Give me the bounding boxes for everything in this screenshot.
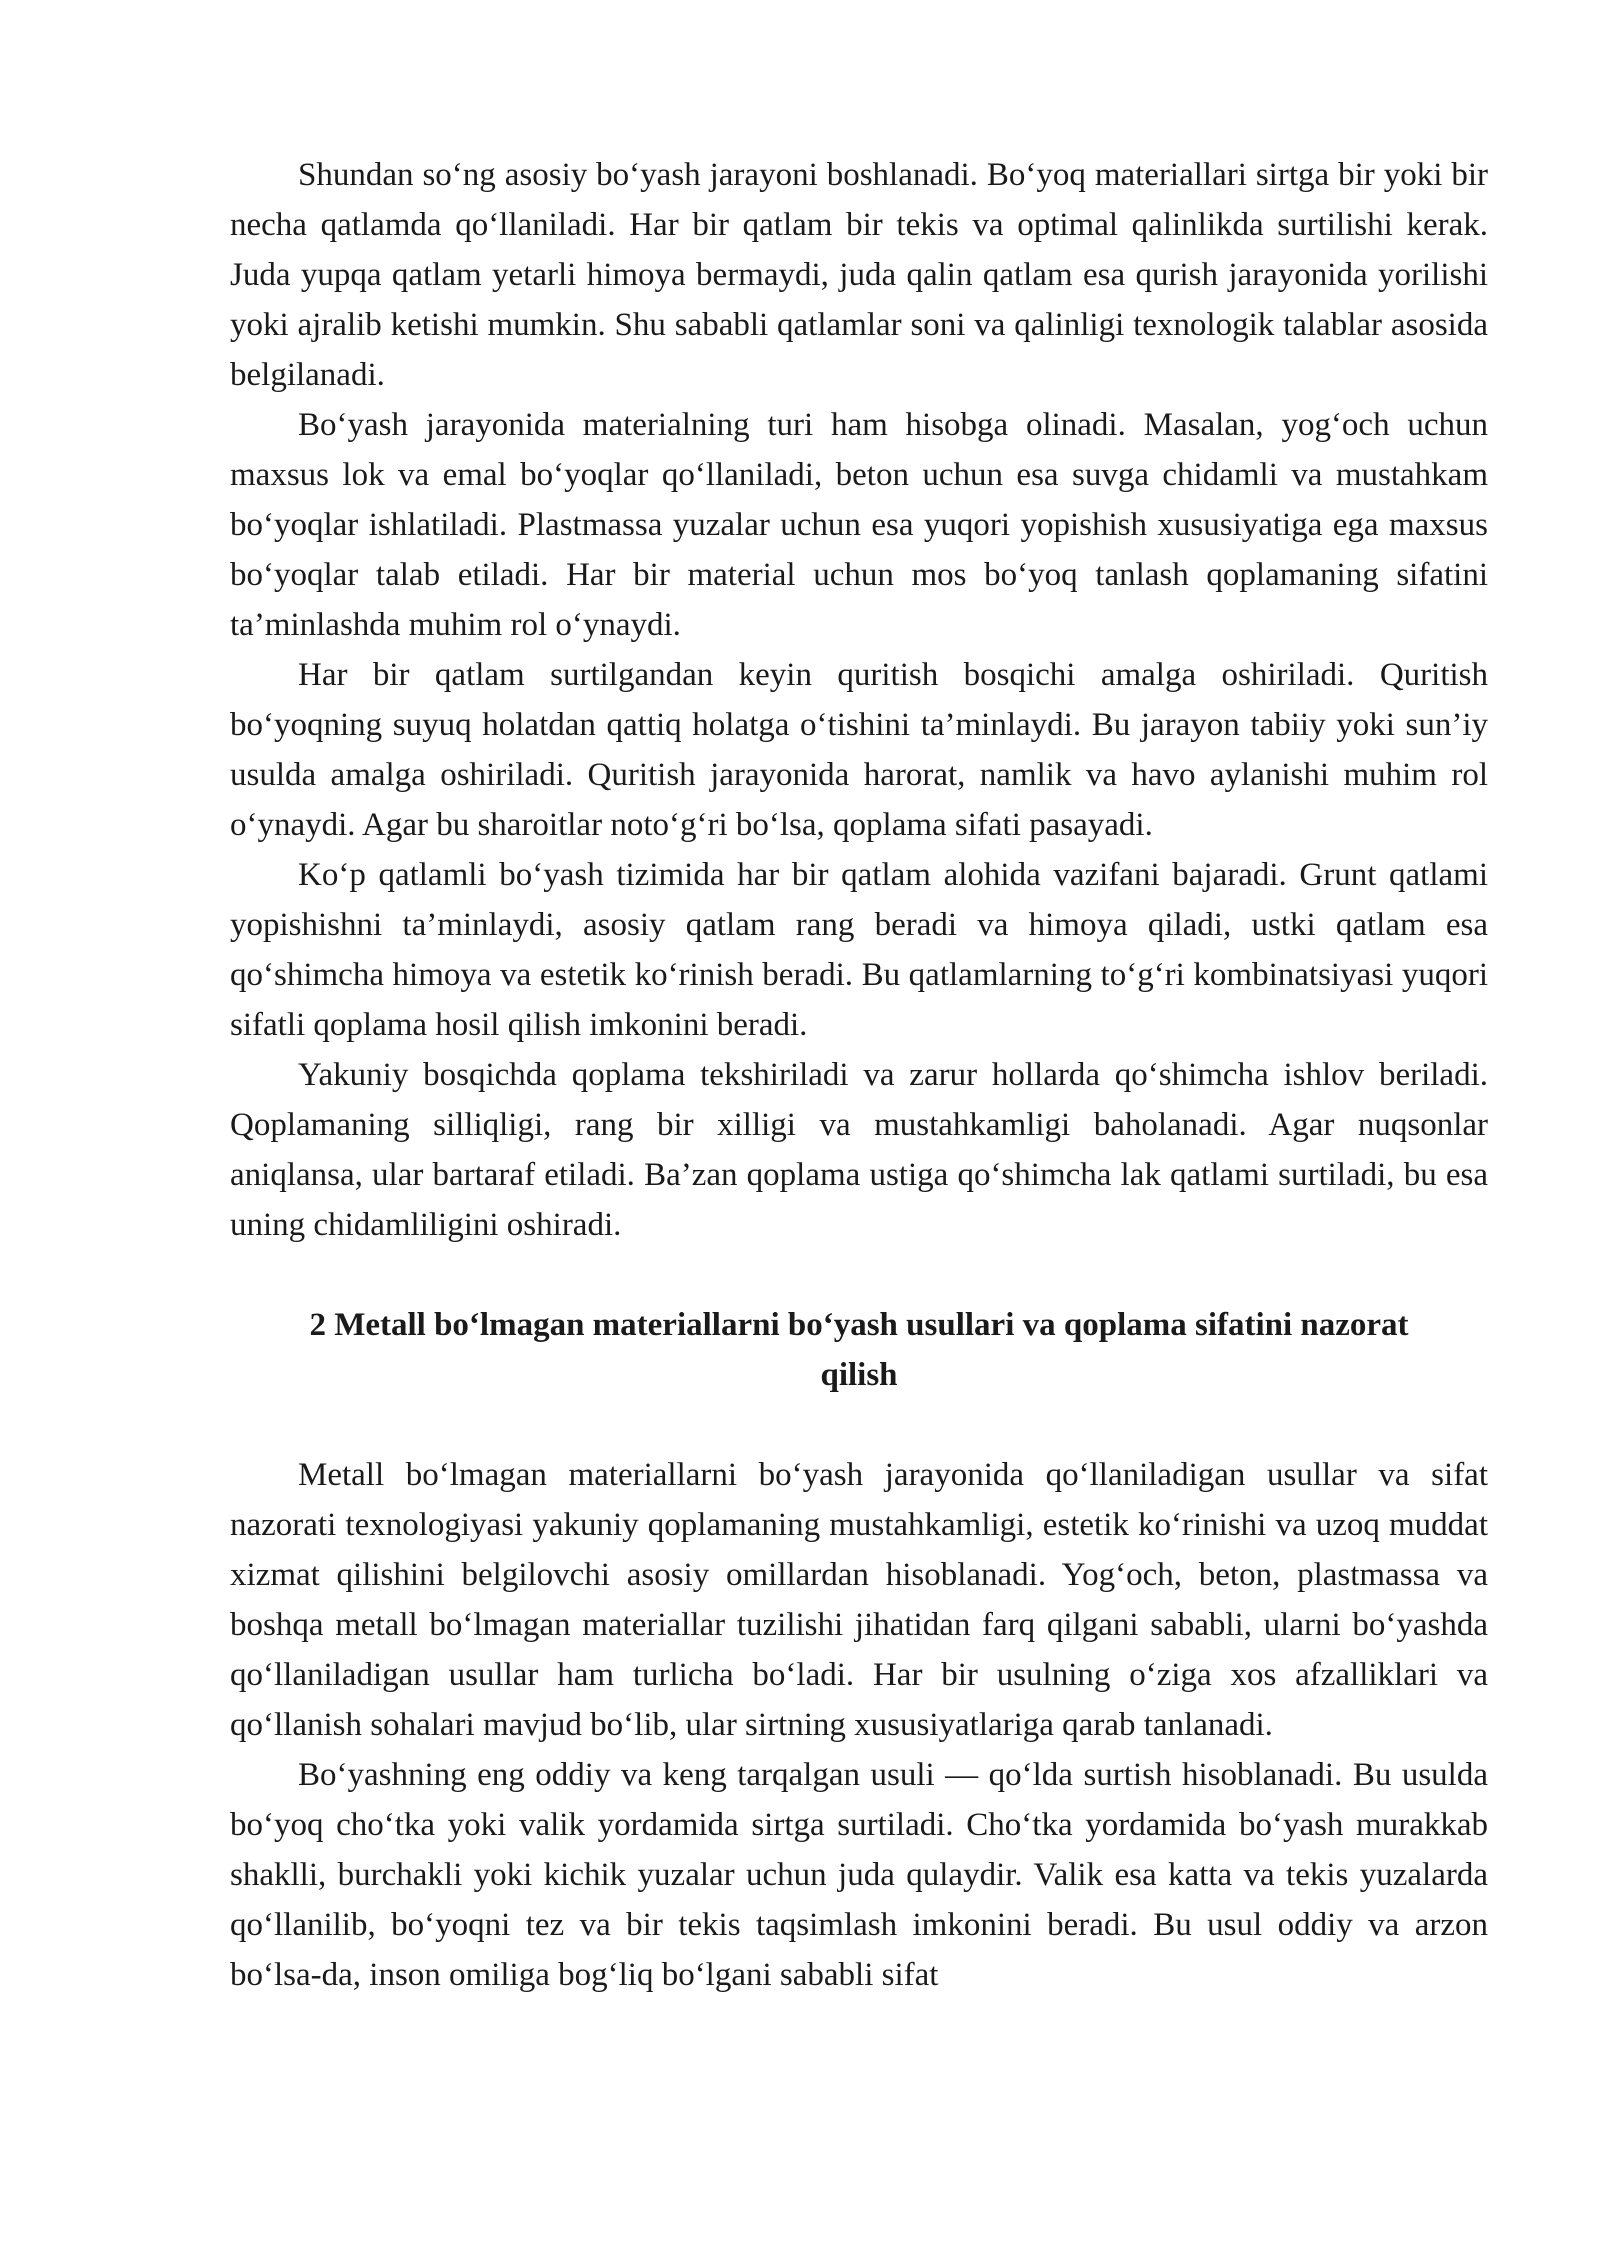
document-page <box>230 150 1488 2000</box>
paragraph: Bo‘yash jarayonida materialning turi ham hisobga olinadi. Masalan, yog‘och uchun maxsus lok va emal bo‘yoqlar qo‘llaniladi, beton uchun esa suvga chidamli va mustahkam bo‘yoqlar ishlatiladi. Plastmassa yuzalar uchun esa yuqori yopishish xususiyatiga ega maxsus bo‘yoqlar talab etiladi. Har bir material uchun mos bo‘yoq tanlash qoplamaning sifatini ta’minlashda muhim rol o‘ynaydi. <box>230 407 1488 643</box>
paragraph: Yakuniy bosqichda qoplama tekshiriladi va zarur hollarda qo‘shimcha ishlov beriladi. Qoplamaning silliqligi, rang bir xilligi va mustahkamligi baholanadi. Agar nuqsonlar aniqlansa, ular bartaraf etiladi. Ba’zan qoplama ustiga qo‘shimcha lak qatlami surtiladi, bu esa uning chidamliligini oshiradi. <box>230 1057 1488 1243</box>
paragraph: Shundan so‘ng asosiy bo‘yash jarayoni boshlanadi. Bo‘yoq materiallari sirtga bir yoki bir necha qatlamda qo‘llaniladi. Har bir qatlam bir tekis va optimal qalinlikda surtilishi kerak. Juda yupqa qatlam yetarli himoya bermaydi, juda qalin qatlam esa qurish jarayonida yorilishi yoki ajralib ketishi mumkin. Shu sababli qatlamlar soni va qalinligi texnologik talablar asosida belgilanadi. <box>230 157 1488 393</box>
paragraph: Har bir qatlam surtilgandan keyin quritish bosqichi amalga oshiriladi. Quritish bo‘yoqning suyuq holatdan qattiq holatga o‘tishini ta’minlaydi. Bu jarayon tabiiy yoki sun’iy usulda amalga oshiriladi. Quritish jarayonida harorat, namlik va havo aylanishi muhim rol o‘ynaydi. Agar bu sharoitlar noto‘g‘ri bo‘lsa, qoplama sifati pasayadi. <box>230 657 1488 843</box>
paragraph: Bo‘yashning eng oddiy va keng tarqalgan usuli — qo‘lda surtish hisoblanadi. Bu usulda bo‘yoq cho‘tka yoki valik yordamida sirtga surtiladi. Cho‘tka yordamida bo‘yash murakkab shaklli, burchakli yoki kichik yuzalar uchun juda qulaydir. Valik esa katta va tekis yuzalarda qo‘llanilib, bo‘yoqni tez va bir tekis taqsimlash imkonini beradi. Bu usul oddiy va arzon bo‘lsa-da, inson omiliga bog‘liq bo‘lgani sababli sifat <box>230 1757 1488 1993</box>
paragraph: Ko‘p qatlamli bo‘yash tizimida har bir qatlam alohida vazifani bajaradi. Grunt qatlami yopishishni ta’minlaydi, asosiy qatlam rang beradi va himoya qiladi, ustki qatlam esa qo‘shimcha himoya va estetik ko‘rinish beradi. Bu qatlamlarning to‘g‘ri kombinatsiyasi yuqori sifatli qoplama hosil qilish imkonini beradi. <box>230 857 1488 1043</box>
paragraph: Metall bo‘lmagan materiallarni bo‘yash jarayonida qo‘llaniladigan usullar va sifat nazorati texnologiyasi yakuniy qoplamaning mustahkamligi, estetik ko‘rinishi va uzoq muddat xizmat qilishini belgilovchi asosiy omillardan hisoblanadi. Yog‘och, beton, plastmassa va boshqa metall bo‘lmagan materiallar tuzilishi jihatidan farq qilgani sababli, ularni bo‘yashda qo‘llaniladigan usullar ham turlicha bo‘ladi. Har bir usulning o‘ziga xos afzalliklari va qo‘llanish sohalari mavjud bo‘lib, ular sirtning xususiyatlariga qarab tanlanadi. <box>230 1457 1488 1743</box>
section-heading: 2 Metall bo‘lmagan materiallarni bo‘yash usullari va qoplama sifatini nazorat qilish <box>309 1307 1409 1393</box>
